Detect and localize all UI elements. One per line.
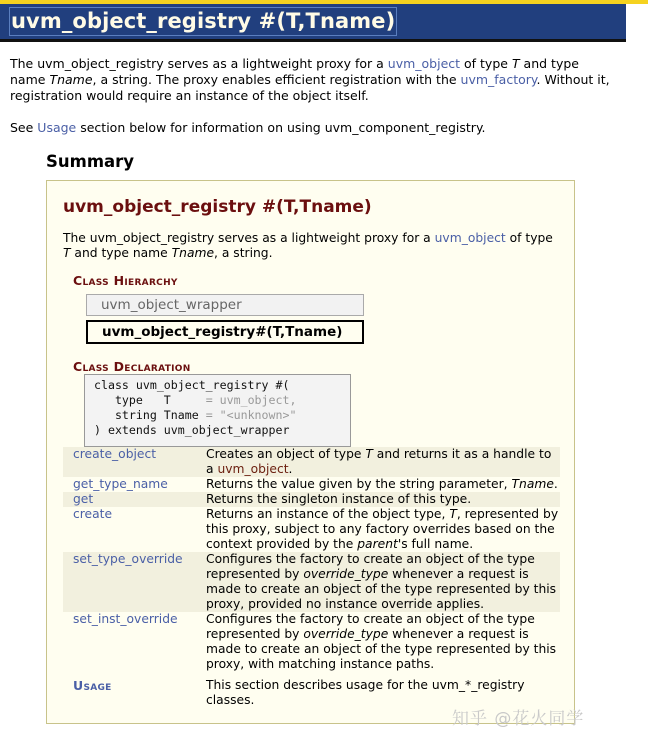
member-link-set-type-override[interactable]: set_type_override — [73, 552, 183, 566]
member-link-set-inst-override[interactable]: set_inst_override — [73, 612, 178, 626]
member-row — [63, 552, 560, 612]
uvm-factory-link[interactable]: uvm_factory — [460, 72, 537, 87]
intro-text — [10, 56, 610, 152]
member-link-create-object[interactable]: create_object — [73, 447, 157, 461]
member-row — [63, 507, 560, 552]
member-description: Returns an instance of the object type, T, represented by this proxy, subject to any factory overrides based on the context provided by the parent's full name. — [206, 507, 559, 551]
member-row — [63, 447, 560, 477]
summary-heading: Summary — [46, 152, 135, 171]
uvm-object-link[interactable]: uvm_object — [434, 231, 506, 245]
page-header — [0, 4, 626, 42]
member-description: Returns the singleton instance of this type. — [206, 492, 472, 506]
member-row — [63, 492, 560, 507]
class-declaration-label: Class Declaration — [73, 359, 191, 374]
member-description: Configures the factory to create an object of the type represented by override_type whenever a request is made to create an object of the type represented by this proxy, provided no instance override applies. — [206, 552, 557, 611]
member-description: Configures the factory to create an object of the type represented by override_type whenever a request is made to create an object of the type represented by this proxy, with matching instance paths. — [206, 612, 557, 671]
summary-description: The uvm_object_registry serves as a lightweight proxy for a uvm_object of type T and type name Tname, a string. — [63, 231, 553, 260]
usage-description: This section describes usage for the uvm_*_registry classes. — [206, 678, 525, 707]
hierarchy-current-class: uvm_object_registry#(T,Tname) — [86, 320, 364, 344]
member-row — [63, 612, 560, 672]
member-link-create[interactable]: create — [73, 507, 113, 521]
usage-link[interactable]: Usage — [37, 120, 77, 135]
member-description: Creates an object of type T and returns it as a handle to a uvm_object. — [206, 447, 552, 476]
uvm-object-link[interactable]: uvm_object — [217, 462, 289, 476]
class-declaration-code: class uvm_object_registry #( type T = uvm_object, string Tname = "<unknown>" ) extends uvm_object_wrapper — [84, 374, 351, 447]
member-list — [63, 447, 560, 708]
hierarchy-parent-class[interactable]: uvm_object_wrapper — [86, 294, 364, 316]
watermark: 知乎 @花火同学 — [452, 709, 585, 729]
summary-box — [46, 180, 575, 724]
usage-section-link[interactable]: Usage — [73, 678, 112, 693]
page-title: uvm_object_registry #(T,Tname) — [9, 7, 397, 36]
intro-paragraph-1: The uvm_object_registry serves as a lightweight proxy for a uvm_object of type T and type name Tname, a string. The proxy enables efficient registration with the uvm_factory. Without it, registration would require an instance of the object itself. — [10, 56, 610, 103]
intro-paragraph-2: See Usage section below for information on using uvm_component_registry. — [10, 120, 486, 135]
member-link-get[interactable]: get — [73, 492, 94, 506]
class-hierarchy-label: Class Hierarchy — [73, 273, 178, 288]
member-description: Returns the value given by the string parameter, Tname. — [206, 477, 558, 491]
summary-title: uvm_object_registry #(T,Tname) — [63, 197, 372, 217]
uvm-object-link[interactable]: uvm_object — [387, 56, 461, 71]
member-link-get-type-name[interactable]: get_type_name — [73, 477, 168, 491]
member-row — [63, 477, 560, 492]
